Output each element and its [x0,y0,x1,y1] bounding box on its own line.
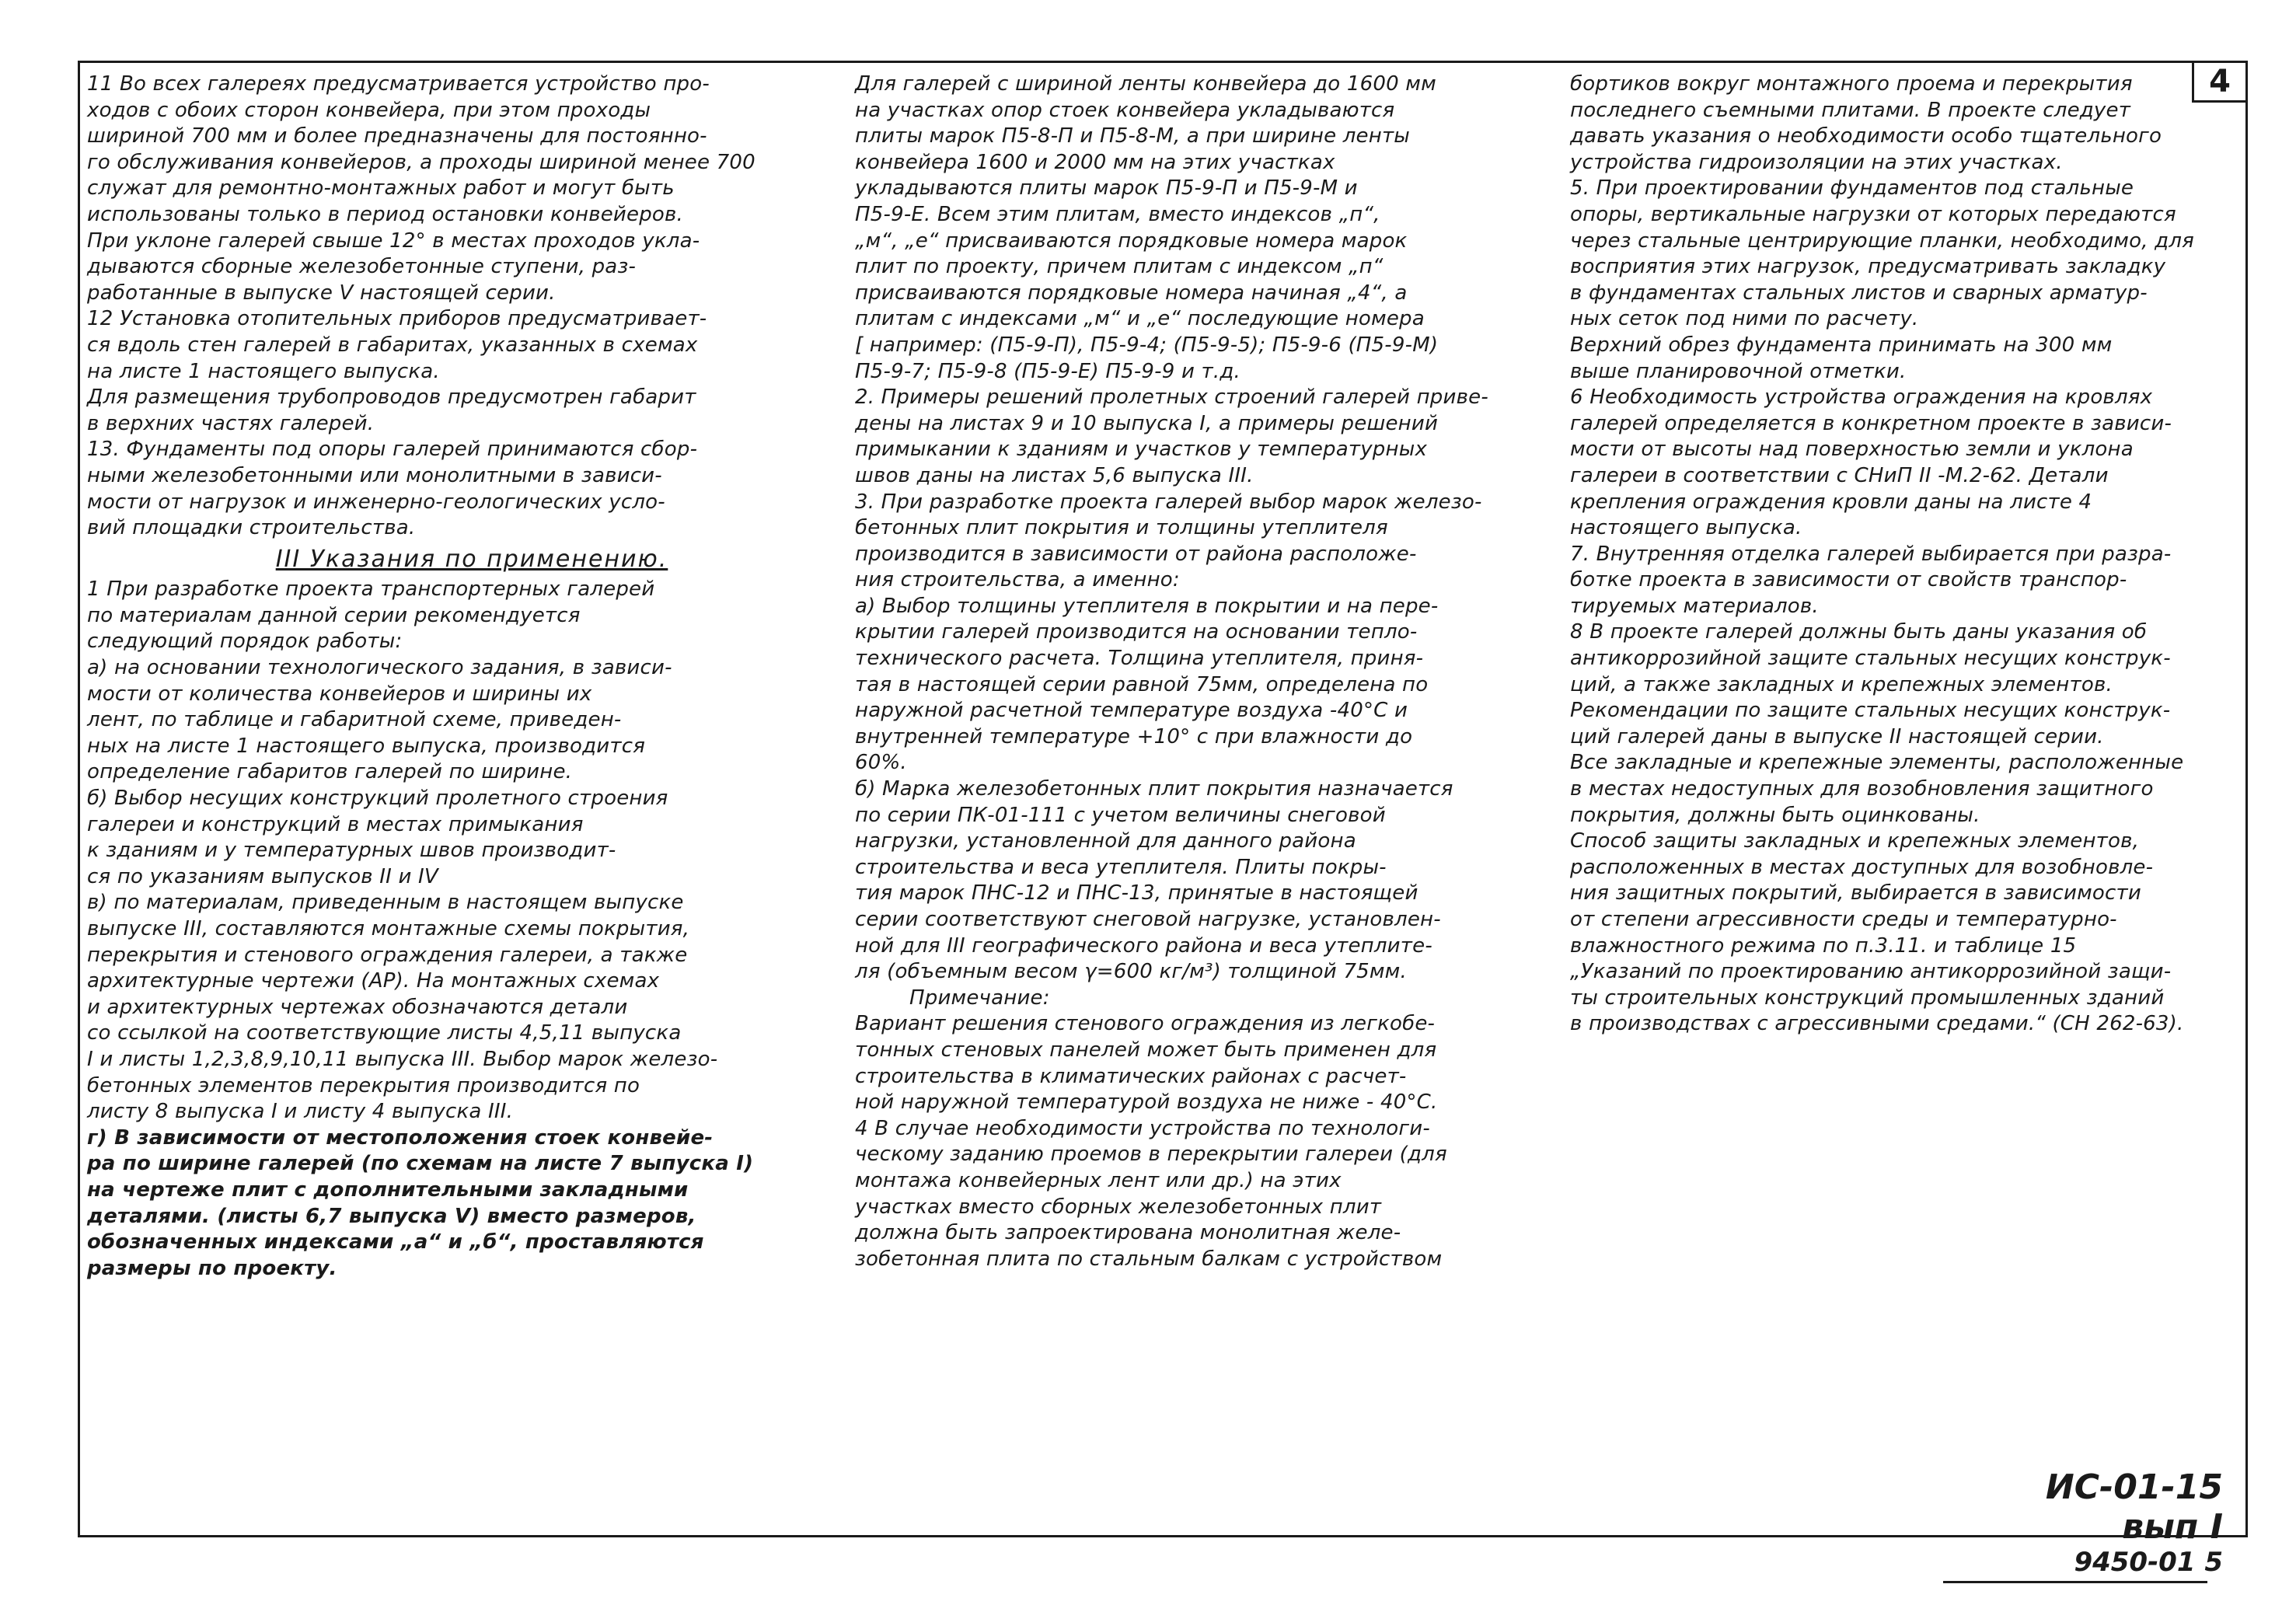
clause-1v: в) по материалам, приведенным в настоящем выпуске выпуске III, составляются монтажные схемы покрытия, перекрытия и стенового ограждения галереи, а также архитектурные чертежи (АР). На монтажных схемах и архитектурных чертежах обозначаются детали со ссылкой на соответствующие листы 4,5,11 выпуска I и листы 1,2,3,8,9,10,11 выпуска III. Выбор марок железо- бетонных элементов перекрытия производится по листу 8 выпуска I и листу 4 выпуска III. [87,891,718,1124]
clause-1g: г) В зависимости от местоположения стоек конвейе- ра по ширине галерей (по схемам на листе 7 выпуска I) на чертеже плит с дополнительными закладными деталями. (листы 6,7 выпуска V) вместо размеров, обозначенных индексами „а“ и „б“, проставляются размеры по проекту. [87,1125,754,1280]
text-column-right [1570,72,2246,1038]
archive-code: 9450-01 5 [2074,1547,2223,1578]
clause-1b: б) Выбор несущих конструкций пролетного строения галереи и конструкций в местах примыкания к зданиям и у температурных швов производит- ся по указаниям выпусков II и IV [87,787,668,888]
note-text: Вариант решения стенового ограждения из легкобе- тонных стеновых панелей может быть применен для строительства в климатических районах с расчет- ной наружной температурой воздуха не ниже - 40°С. [855,1012,1438,1115]
clause-6: 6 Необходимость устройства ограждения на кровлях галерей определяется в конкретном проекте в зависи- мости от высоты над поверхностью земли и уклона галереи в соответствии с СНиП II -М.2-62. Детали крепления ограждения кровли даны на листе 4 настоящего выпуска. [1570,386,2172,540]
clause-2: 2. Примеры решений пролетных строений галерей приве- дены на листах 9 и 10 выпуска I, а примеры решений примыкании к зданиям и участков у температурных швов даны на листах 5,6 выпуска III. [855,386,1488,487]
clause-8: 8 В проекте галерей должны быть даны указания об антикоррозийной защите стальных несущих конструк- ций, а также закладных и крепежных элементов. Рекомендации по защите стальных несущих конструк- ций галерей даны в выпуске II настоящей серии. Все закладные и крепежные элементы, расположенные в местах недоступных для возобновления защитного покрытия, должны быть оцинкованы. Способ защиты закладных и крепежных элементов, расположенных в местах доступных для возобновле- ния защитных покрытий, выбирается в зависимости от степени агрессивности среды и температурно- влажностного режима по п.3.11. и таблице 15 „Указаний по проектированию антикоррозийной защи- ты строительных конструкций промышленных зданий в производствах с агрессивными средами.“ (СН 262-63). [1570,620,2184,1036]
clause-3b: б) Марка железобетонных плит покрытия назначается по серии ПК-01-111 с учетом величины снеговой нагрузки, установленной для данного района строительства и веса утеплителя. Плиты покры- тия марок ПНС-12 и ПНС-13, принятые в настоящей серии соответствуют снеговой нагрузке, установлен- ной для III географического района и веса утеплите- ля (объемным весом γ=600 кг/м³) толщиной 75мм. [855,777,1453,984]
section-title: III Указания по применению. [275,545,668,573]
clause-3: 3. При разработке проекта галерей выбор марок железо- бетонных плит покрытия и толщины утеплителя производится в зависимости от района расположе- ния строительства, а именно: [855,490,1482,592]
text-column-left [87,72,810,1282]
clause-1: 1 При разработке проекта транспортерных галерей по материалам данной серии рекомендуется следующий порядок работы: [87,577,655,654]
sheet-number: 4 [2192,61,2248,103]
clause-13: 13. Фундаменты под опоры галерей принимаются сбор- ными железобетонными или монолитными в зависи- мости от нагрузок и инженерно-геологических усло- вий площадки строительства. [87,438,698,540]
clause-7: 7. Внутренняя отделка галерей выбирается при разра- ботке проекта в зависимости от свойств транспор- тируемых материалов. [1570,542,2172,618]
clause-11: 11 Во всех галереях предусматривается устройство про- ходов с обоих сторон конвейера, при этом проходы шириной 700 мм и более предназначены для постоянно- го обслуживания конвейеров, а проходы шириной менее 700 служат для ремонтно-монтажных работ и могут быть использованы только в период остановки конвейеров. При уклоне галерей свыше 12° в местах проходов укла- дываются сборные железобетонные ступени, раз- работанные в выпуске V настоящей серии. [87,72,755,305]
clause-3a: а) Выбор толщины утеплителя в покрытии и на пере- крытии галерей производится на основании тепло- технического расчета. Толщина утеплителя, приня- тая в настоящей серии равной 75мм, определена по наружной расчетной температуре воздуха -40°С и внутренней температуре +10° с при влажности до 60%. [855,594,1439,775]
document-code: ИС-01-15 вып I [2045,1467,2223,1547]
archive-underline [1943,1581,2207,1583]
clause-5: 5. При проектировании фундаментов под стальные опоры, вертикальные нагрузки от которых передаются через стальные центрирующие планки, необходимо, для восприятия этих нагрузок, предусматривать закладку в фундаментах стальных листов и сварных арматур- ных сеток под ними по расчету. Верхний обрез фундамента принимать на 300 мм выше планировочной отметки. [1570,176,2194,383]
note-title: Примечание: [909,986,1050,1010]
clause-4: 4 В случае необходимости устройства по технологи- ческому заданию проемов в перекрытии галереи (для монтажа конвейерных лент или др.) на этих участках вместо сборных железобетонных плит должна быть запроектирована монолитная желе- зобетонная плита по стальным балкам с устройством [855,1116,1447,1271]
clause-1a: а) на основании технологического задания, в зависи- мости от количества конвейеров и ширины их лент, по таблице и габаритной схеме, приведен- ных на листе 1 настоящего выпуска, производится определение габаритов галерей по ширине. [87,656,672,784]
clause-4-cont: бортиков вокруг монтажного проема и перекрытия последнего съемными плитами. В проекте следует давать указания о необходимости особо тщательного устройства гидроизоляции на этих участках. [1570,72,2162,174]
clause-intro: Для галерей с шириной ленты конвейера до 1600 мм на участках опор стоек конвейера укладываются плиты марок П5-8-П и П5-8-М, а при ширине ленты конвейера 1600 и 2000 мм на этих участках укладываются плиты марок П5-9-П и П5-9-М и П5-9-Е. Всем этим плитам, вместо индексов „п“, „м“, „е“ присваиваются порядковые номера марок плит по проекту, причем плитам с индексом „п“ присваиваются порядковые номера начиная „4“, а плитам с индексами „м“ и „е“ последующие номера [ например: (П5-9-П), П5-9-4; (П5-9-5); П5-9-6 (П5-9-М) П5-9-7; П5-9-8 (П5-9-Е) П5-9-9 и т.д. [855,72,1439,383]
text-column-middle [855,72,1555,1272]
clause-12: 12 Установка отопительных приборов предусматривает- ся вдоль стен галерей в габаритах, указанных в схемах на листе 1 настоящего выпуска. Для размещения трубопроводов предусмотрен габарит в верхних частях галерей. [87,307,707,435]
